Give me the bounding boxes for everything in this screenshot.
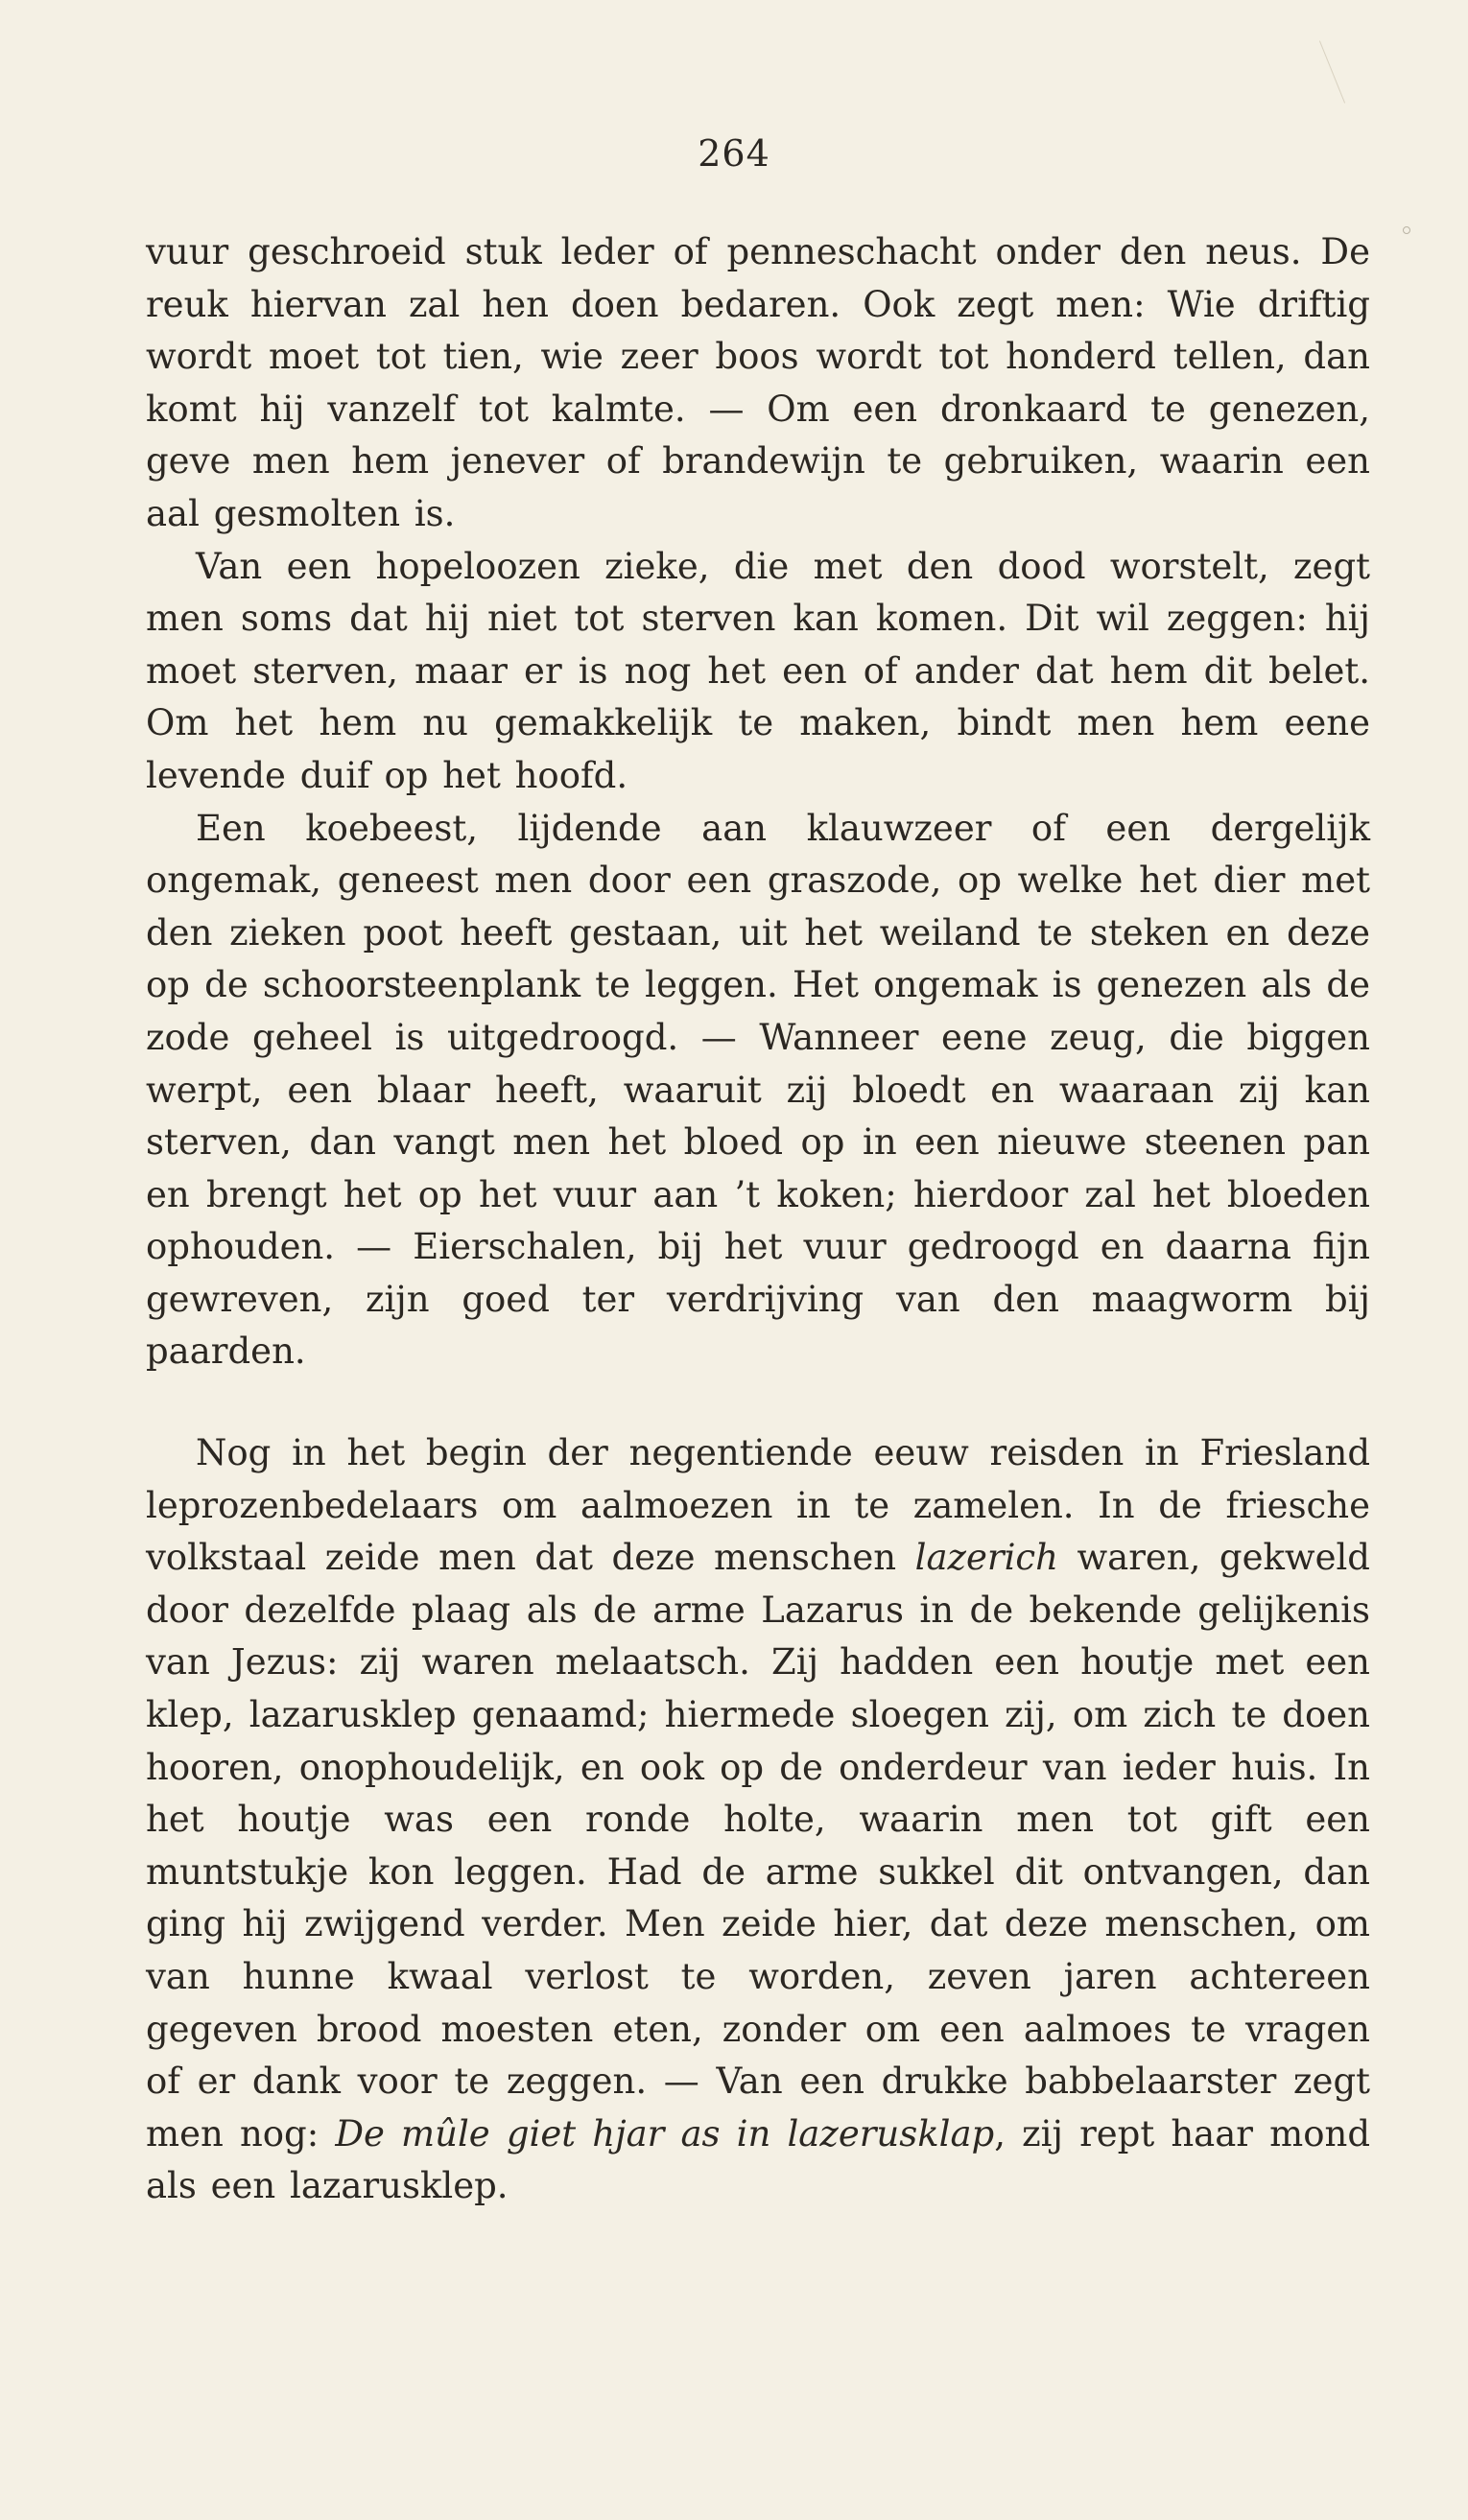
italic-term: lazerich (914, 1537, 1058, 1579)
paragraph-text: Nog in het begin der negentiende eeuw reisden in Friesland leprozenbedelaars om aalmoezen in te zamelen. In de friesche volkstaal zeide men dat deze menschen (146, 1432, 1370, 1579)
margin-mark (1403, 226, 1410, 234)
paragraph-continuation: vuur geschroeid stuk leder of penneschacht onder den neus. De reuk hiervan zal hen doen bedaren. Ook zegt men: Wie driftig wordt moet tot tien, wie zeer boos wordt tot honderd tellen, dan komt hij vanzelf tot kalmte. — Om een dronkaard te genezen, geve men hem jenever of brandewijn te gebruiken, waarin een aal gesmolten is. (146, 231, 1370, 534)
frisian-saying: De mûle giet hjar as in lazerusklap (335, 2112, 995, 2155)
paragraph-remedies: Een koebeest, lijdende aan klauwzeer of een dergelijk ongemak, geneest men door een graszode, op welke het dier met den zieken poot heeft gestaan, uit het weiland te steken en deze op de schoorsteenplank te leggen. Het ongemak is genezen als de zode geheel is uitgedroogd. — Wanneer eene zeug, die biggen werpt, een blaar heeft, waaruit zij bloedt en waaraan zij kan sterven, dan vangt men het bloed op in een nieuwe steenen pan en brengt het op het vuur aan ’t koken; hierdoor zal het bloeden ophouden. — Eierschalen, bij het vuur gedroogd en daarna fijn gewreven, zijn goed ter verdrijving van den maagworm bij paarden. (146, 807, 1370, 1373)
body-text (146, 226, 1370, 2213)
page-number: 264 (698, 132, 770, 175)
paragraph-text: , zij rept haar mond als een lazarusklep. (146, 2112, 1370, 2207)
scan-artifact-line (1319, 40, 1345, 103)
paragraph-lazarusklep (146, 1427, 1370, 2213)
paragraph-text: waren, gekweld door dezelfde plaag als de arme Lazarus in de bekende gelijkenis van Jezus: zij waren melaatsch. Zij hadden een houtje met een klep, lazarusklep genaamd; hiermede sloegen zij, om zich te doen hooren, onophoudelijk, en ook op de onderdeur van ieder huis. In het houtje was een ronde holte, waarin men tot gift een muntstukje kon leggen. Had de arme sukkel dit ontvangen, dan ging hij zwijgend verder. Men zeide hier, dat deze menschen, om van hunne kwaal verlost te worden, zeven jaren achtereen gegeven brood moesten eten, zonder om een aalmoes te vragen of er dank voor te zeggen. — Van een drukke babbelaarster zegt men nog: (146, 1537, 1370, 2155)
paragraph-dying-patient: Van een hopeloozen zieke, die met den dood worstelt, zegt men soms dat hij niet tot sterven kan komen. Dit wil zeggen: hij moet sterven, maar er is nog het een of ander dat hem dit belet. Om het hem nu gemakkelijk te maken, bindt men hem eene levende duif op het hoofd. (146, 545, 1370, 796)
